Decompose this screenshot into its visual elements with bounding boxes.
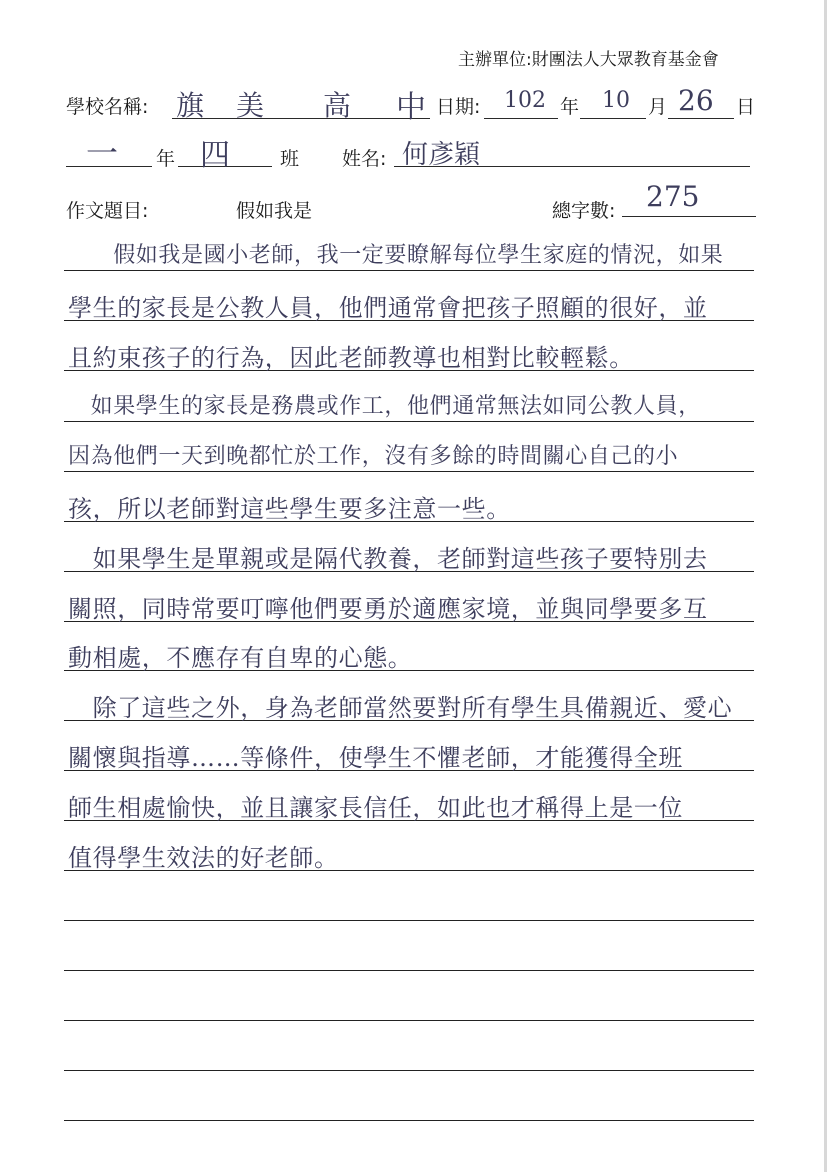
title-label: 作文題目:: [66, 200, 149, 222]
ruled-line: [64, 270, 754, 271]
ruled-line: [64, 1020, 754, 1021]
school-char-3: 高: [323, 89, 352, 122]
school-char-2: 美: [236, 89, 265, 122]
essay-line-11: 關懷與指導……等條件，使學生不懼老師，才能獲得全班: [68, 744, 683, 772]
ruled-line: [64, 920, 754, 921]
wordcount-underline: [622, 216, 756, 217]
school-underline: [172, 118, 430, 119]
essay-line-9: 動相處，不應存有自卑的心態。: [68, 644, 413, 672]
ruled-line: [64, 1070, 754, 1071]
essay-line-13: 值得學生效法的好老師。: [68, 844, 339, 872]
wordcount-label: 總字數:: [552, 200, 616, 222]
essay-line-2: 學生的家長是公教人員，他們通常會把孩子照顧的很好，並: [68, 294, 708, 322]
essay-line-3: 且約束孩子的行為，因此老師教導也相對比較輕鬆。: [68, 344, 634, 372]
month-underline: [580, 118, 646, 119]
month-value: 10: [602, 88, 630, 113]
essay-line-6: 孩，所以老師對這些學生要多注意一些。: [68, 495, 511, 523]
ruled-line: [64, 970, 754, 971]
essay-line-7: 如果學生是單親或是隔代教養，老師對這些孩子要特別去: [68, 545, 708, 573]
essay-line-5: 因為他們一天到晚都忙於工作，沒有多餘的時間關心自己的小: [68, 444, 679, 469]
essay-line-10: 除了這些之外，身為老師當然要對所有學生具備親近、愛心: [68, 694, 733, 722]
essay-line-1: 假如我是國小老師，我一定要瞭解每位學生家庭的情況，如果: [68, 243, 724, 268]
essay-line-4: 如果學生的家長是務農或作工，他們通常無法如同公教人員，: [68, 394, 701, 419]
name-value: 何彥穎: [402, 140, 481, 170]
title-value: 假如我是: [236, 200, 313, 222]
date-label: 日期:: [436, 96, 481, 118]
class-value: 四: [200, 138, 230, 173]
month-label: 月: [648, 96, 668, 118]
day-value: 26: [678, 84, 714, 117]
grade-value: 一: [86, 134, 119, 172]
school-char-4: 中: [396, 90, 426, 125]
year-label: 年: [560, 96, 580, 118]
organizer-text: 主辦單位:財團法人大眾教育基金會: [458, 50, 719, 70]
year-underline: [484, 118, 558, 119]
grade-label: 年: [156, 148, 176, 170]
day-underline: [668, 118, 734, 119]
ruled-line: [64, 421, 754, 422]
class-label: 班: [280, 148, 300, 170]
ruled-line: [64, 471, 754, 472]
school-label: 學校名稱:: [66, 96, 149, 118]
wordcount-value: 275: [646, 180, 700, 213]
name-label: 姓名:: [342, 148, 387, 170]
ruled-line: [64, 1120, 754, 1121]
essay-line-12: 師生相處愉快，並且讓家長信任，如此也才稱得上是一位: [68, 794, 683, 822]
essay-line-8: 關照，同時常要叮嚀他們要勇於適應家境，並與同學要多互: [68, 595, 708, 623]
school-char-1: 旗: [176, 89, 205, 122]
day-label: 日: [736, 96, 756, 118]
year-value: 102: [504, 88, 546, 113]
